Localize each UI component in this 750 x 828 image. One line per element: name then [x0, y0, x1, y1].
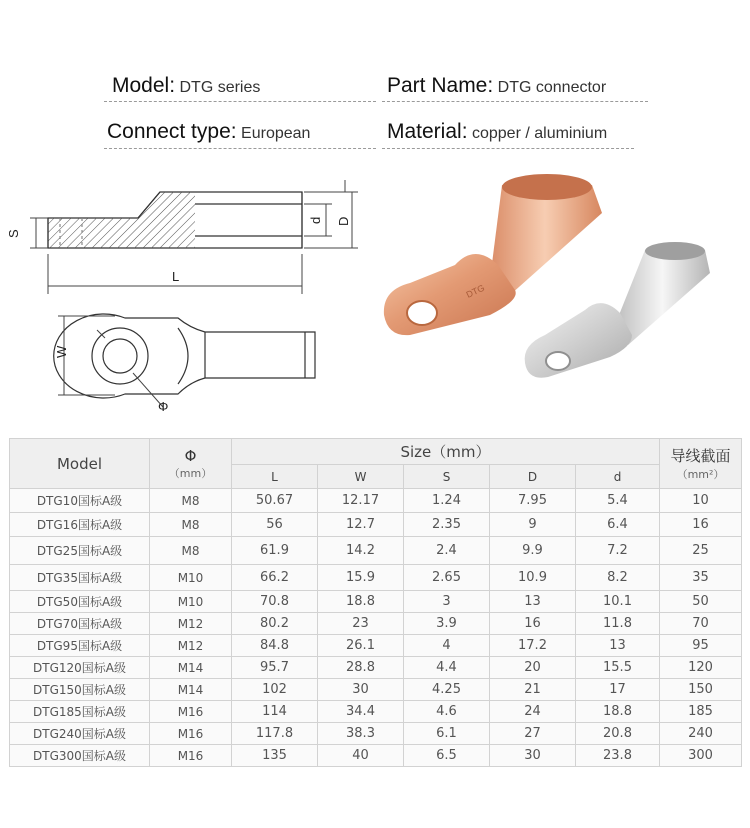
cell-model: DTG120国标A级 [10, 657, 150, 679]
aluminium-lug [525, 242, 710, 378]
cell-l: 84.8 [232, 635, 318, 657]
cell-model: DTG185国标A级 [10, 701, 150, 723]
cell-l: 117.8 [232, 723, 318, 745]
cell-l: 80.2 [232, 613, 318, 635]
cell-phi: M8 [150, 489, 232, 513]
cell-s: 4.4 [404, 657, 490, 679]
table-row [10, 679, 742, 701]
cell-model: DTG50国标A级 [10, 591, 150, 613]
spec-table [9, 438, 742, 767]
cell-s: 4.25 [404, 679, 490, 701]
cell-phi: M16 [150, 701, 232, 723]
cell-d-big: 9.9 [490, 537, 576, 565]
cell-section: 120 [660, 657, 742, 679]
cell-l: 50.67 [232, 489, 318, 513]
table-body [10, 489, 742, 767]
header-s: S [404, 465, 490, 489]
cell-model: DTG150国标A级 [10, 679, 150, 701]
table-row [10, 657, 742, 679]
cell-model: DTG240国标A级 [10, 723, 150, 745]
cell-phi: M12 [150, 635, 232, 657]
technical-drawing [0, 170, 370, 420]
cell-w: 34.4 [318, 701, 404, 723]
cell-w: 28.8 [318, 657, 404, 679]
cell-d-big: 9 [490, 513, 576, 537]
cell-d-big: 27 [490, 723, 576, 745]
cell-section: 240 [660, 723, 742, 745]
divider [104, 101, 376, 102]
cell-l: 66.2 [232, 565, 318, 591]
table-row [10, 635, 742, 657]
header-w: W [318, 465, 404, 489]
header-phi-symbol: Φ [184, 446, 197, 465]
cell-phi: M16 [150, 723, 232, 745]
cell-d-small: 11.8 [576, 613, 660, 635]
cell-w: 12.7 [318, 513, 404, 537]
table-row [10, 565, 742, 591]
table-row [10, 613, 742, 635]
cell-d-big: 13 [490, 591, 576, 613]
cell-d-small: 5.4 [576, 489, 660, 513]
cell-model: DTG25国标A级 [10, 537, 150, 565]
side-view [48, 192, 302, 248]
header-phi [150, 439, 232, 489]
cell-l: 102 [232, 679, 318, 701]
cell-d-big: 17.2 [490, 635, 576, 657]
cell-phi: M12 [150, 613, 232, 635]
cell-l: 114 [232, 701, 318, 723]
cell-section: 10 [660, 489, 742, 513]
cell-w: 12.17 [318, 489, 404, 513]
table-row [10, 537, 742, 565]
cell-w: 30 [318, 679, 404, 701]
product-photo [370, 165, 730, 390]
cell-phi: M8 [150, 537, 232, 565]
cell-section: 16 [660, 513, 742, 537]
cell-w: 15.9 [318, 565, 404, 591]
table-row [10, 591, 742, 613]
header-section [660, 439, 742, 489]
cell-l: 56 [232, 513, 318, 537]
dim-l-label: L [172, 269, 180, 284]
cell-model: DTG70国标A级 [10, 613, 150, 635]
cell-d-big: 16 [490, 613, 576, 635]
header-section-unit: （mm²） [676, 468, 725, 481]
cell-w: 40 [318, 745, 404, 767]
cell-d-small: 6.4 [576, 513, 660, 537]
part-name-value: DTG connector [497, 79, 607, 96]
cell-phi: M14 [150, 679, 232, 701]
cell-phi: M10 [150, 565, 232, 591]
dim-d-small-label: d [308, 216, 323, 224]
cell-section: 150 [660, 679, 742, 701]
cell-model: DTG35国标A级 [10, 565, 150, 591]
cell-l: 61.9 [232, 537, 318, 565]
cell-d-small: 23.8 [576, 745, 660, 767]
model-value: DTG series [179, 79, 261, 96]
cell-d-big: 30 [490, 745, 576, 767]
cell-s: 6.1 [404, 723, 490, 745]
cell-l: 95.7 [232, 657, 318, 679]
cell-s: 2.4 [404, 537, 490, 565]
dim-s-label: S [6, 229, 21, 238]
dim-w-label: W [54, 345, 69, 358]
cell-w: 14.2 [318, 537, 404, 565]
cell-d-small: 20.8 [576, 723, 660, 745]
table-row [10, 723, 742, 745]
cell-s: 3 [404, 591, 490, 613]
cell-section: 185 [660, 701, 742, 723]
cell-d-small: 8.2 [576, 565, 660, 591]
cell-d-small: 18.8 [576, 701, 660, 723]
header-section-title: 导线截面 [670, 447, 731, 465]
header-size: Size（mm） [232, 439, 660, 465]
cell-l: 135 [232, 745, 318, 767]
header-phi-unit: （mm） [168, 466, 213, 480]
cell-w: 23 [318, 613, 404, 635]
cell-d-small: 13 [576, 635, 660, 657]
dim-phi-label: Φ [158, 399, 169, 414]
header-l: L [232, 465, 318, 489]
part-name-label: Part Name: [387, 74, 494, 97]
header-d-small: d [576, 465, 660, 489]
dim-d-big-label: D [336, 216, 351, 226]
cell-phi: M10 [150, 591, 232, 613]
cell-section: 95 [660, 635, 742, 657]
cell-model: DTG95国标A级 [10, 635, 150, 657]
connect-type-label: Connect type: [107, 120, 237, 143]
material-value: copper / aluminium [471, 125, 608, 142]
cell-d-small: 10.1 [576, 591, 660, 613]
cell-model: DTG10国标A级 [10, 489, 150, 513]
table-row [10, 489, 742, 513]
cell-s: 4.6 [404, 701, 490, 723]
cell-d-big: 21 [490, 679, 576, 701]
connect-type-value: European [241, 125, 311, 142]
cell-section: 25 [660, 537, 742, 565]
cell-d-big: 24 [490, 701, 576, 723]
stamp-text: DTG [464, 282, 487, 300]
cell-w: 38.3 [318, 723, 404, 745]
divider [104, 148, 376, 149]
spec-part-name [387, 74, 606, 98]
cell-section: 70 [660, 613, 742, 635]
cell-s: 2.65 [404, 565, 490, 591]
spec-material [387, 120, 607, 144]
spec-model [112, 74, 260, 98]
cell-d-big: 7.95 [490, 489, 576, 513]
cell-d-big: 20 [490, 657, 576, 679]
cell-w: 26.1 [318, 635, 404, 657]
copper-lug [384, 174, 602, 335]
model-label: Model: [112, 74, 176, 97]
cell-s: 2.35 [404, 513, 490, 537]
spec-connect-type [107, 120, 310, 144]
cell-section: 50 [660, 591, 742, 613]
cell-d-small: 17 [576, 679, 660, 701]
cell-phi: M14 [150, 657, 232, 679]
cell-l: 70.8 [232, 591, 318, 613]
cell-s: 3.9 [404, 613, 490, 635]
cell-d-small: 7.2 [576, 537, 660, 565]
cell-section: 300 [660, 745, 742, 767]
header-model: Model [10, 439, 150, 489]
material-label: Material: [387, 120, 468, 143]
divider [382, 148, 634, 149]
cell-s: 1.24 [404, 489, 490, 513]
table-row [10, 513, 742, 537]
table-row [10, 745, 742, 767]
cell-s: 4 [404, 635, 490, 657]
cell-phi: M8 [150, 513, 232, 537]
cell-phi: M16 [150, 745, 232, 767]
cell-model: DTG16国标A级 [10, 513, 150, 537]
cell-w: 18.8 [318, 591, 404, 613]
table-row [10, 701, 742, 723]
cell-model: DTG300国标A级 [10, 745, 150, 767]
divider [382, 101, 648, 102]
cell-s: 6.5 [404, 745, 490, 767]
cell-d-small: 15.5 [576, 657, 660, 679]
top-view [54, 314, 315, 398]
cell-d-big: 10.9 [490, 565, 576, 591]
header-d-big: D [490, 465, 576, 489]
cell-section: 35 [660, 565, 742, 591]
